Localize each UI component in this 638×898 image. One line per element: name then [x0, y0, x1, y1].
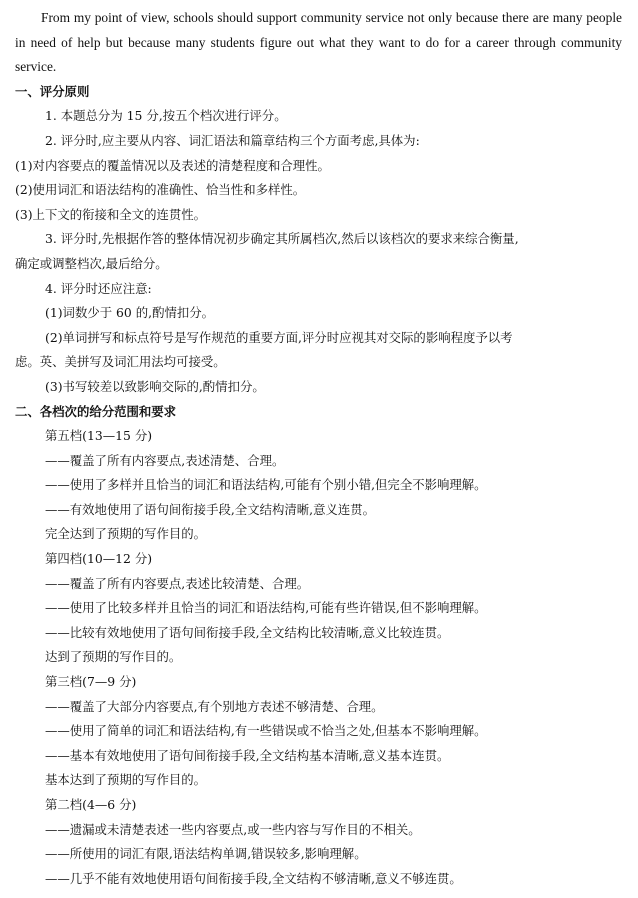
text-line: ——比较有效地使用了语句间衔接手段,全文结构比较清晰,意义比较连贯。: [45, 624, 450, 640]
text-line: 2. 评分时,应主要从内容、词汇语法和篇章结构三个方面考虑,具体为:: [45, 132, 420, 148]
text-line: (3)上下文的衔接和全文的连贯性。: [15, 206, 207, 222]
section-heading: 一、评分原则: [15, 83, 90, 99]
text-line: 基本达到了预期的写作目的。: [45, 772, 207, 788]
text-line: (2)单词拼写和标点符号是写作规范的重要方面,评分时应视其对交际的影响程度予以考: [45, 329, 513, 345]
text-line: 第二档(4—6 分): [45, 797, 137, 812]
text-line: (1)对内容要点的覆盖情况以及表述的清楚程度和合理性。: [15, 157, 330, 173]
text-line: ——覆盖了大部分内容要点,有个别地方表述不够清楚、合理。: [45, 698, 384, 714]
text-line: ——遗漏或未清楚表述一些内容要点,或一些内容与写作目的不相关。: [45, 821, 421, 837]
text-line: 4. 评分时还应注意:: [45, 280, 152, 296]
text-line: 3. 评分时,先根据作答的整体情况初步确定其所属档次,然后以该档次的要求来综合衡量,: [45, 231, 519, 247]
intro-paragraph: From my point of view, schools should support community service not only because there are many people in need of help but because many students figure out what they want to do for a career through community service.: [15, 10, 622, 75]
text-line: ——覆盖了所有内容要点,表述清楚、合理。: [45, 452, 285, 468]
text-line: 第四档(10—12 分): [45, 551, 153, 567]
text-line: ——基本有效地使用了语句间衔接手段,全文结构基本清晰,意义基本连贯。: [45, 747, 450, 763]
text-line: (1)词数少于 60 的,酌情扣分。: [45, 305, 215, 321]
text-line: ——所使用的词汇有限,语法结构单调,错误较多,影响理解。: [45, 846, 367, 862]
section-heading: 二、各档次的给分范围和要求: [15, 403, 177, 419]
text-line: (2)使用词汇和语法结构的准确性、恰当性和多样性。: [15, 182, 306, 198]
text-line: ——有效地使用了语句间衔接手段,全文结构清晰,意义连贯。: [45, 501, 376, 517]
text-line: ——使用了比较多样并且恰当的词汇和语法结构,可能有些许错误,但不影响理解。: [45, 600, 487, 616]
text-line: 第五档(13—15 分): [45, 428, 153, 444]
scoring-rules-body: [15, 80, 622, 892]
text-line: ——覆盖了所有内容要点,表述比较清楚、合理。: [45, 575, 310, 591]
text-line: ——几乎不能有效地使用语句间衔接手段,全文结构不够清晰,意义不够连贯。: [45, 870, 462, 886]
text-line: ——使用了多样并且恰当的词汇和语法结构,可能有个别小错,但完全不影响理解。: [45, 477, 487, 493]
text-line: 达到了预期的写作目的。: [45, 649, 182, 665]
text-line: 完全达到了预期的写作目的。: [45, 526, 207, 542]
text-line: 确定或调整档次,最后给分。: [15, 255, 168, 271]
text-line: 第三档(7—9 分): [45, 674, 137, 690]
text-line: 1. 本题总分为 15 分,按五个档次进行评分。: [45, 108, 287, 124]
text-line: ——使用了简单的词汇和语法结构,有一些错误或不恰当之处,但基本不影响理解。: [45, 723, 487, 739]
text-line: 虑。英、美拼写及词汇用法均可接受。: [15, 354, 226, 370]
text-line: (3)书写较差以致影响交际的,酌情扣分。: [45, 378, 265, 394]
